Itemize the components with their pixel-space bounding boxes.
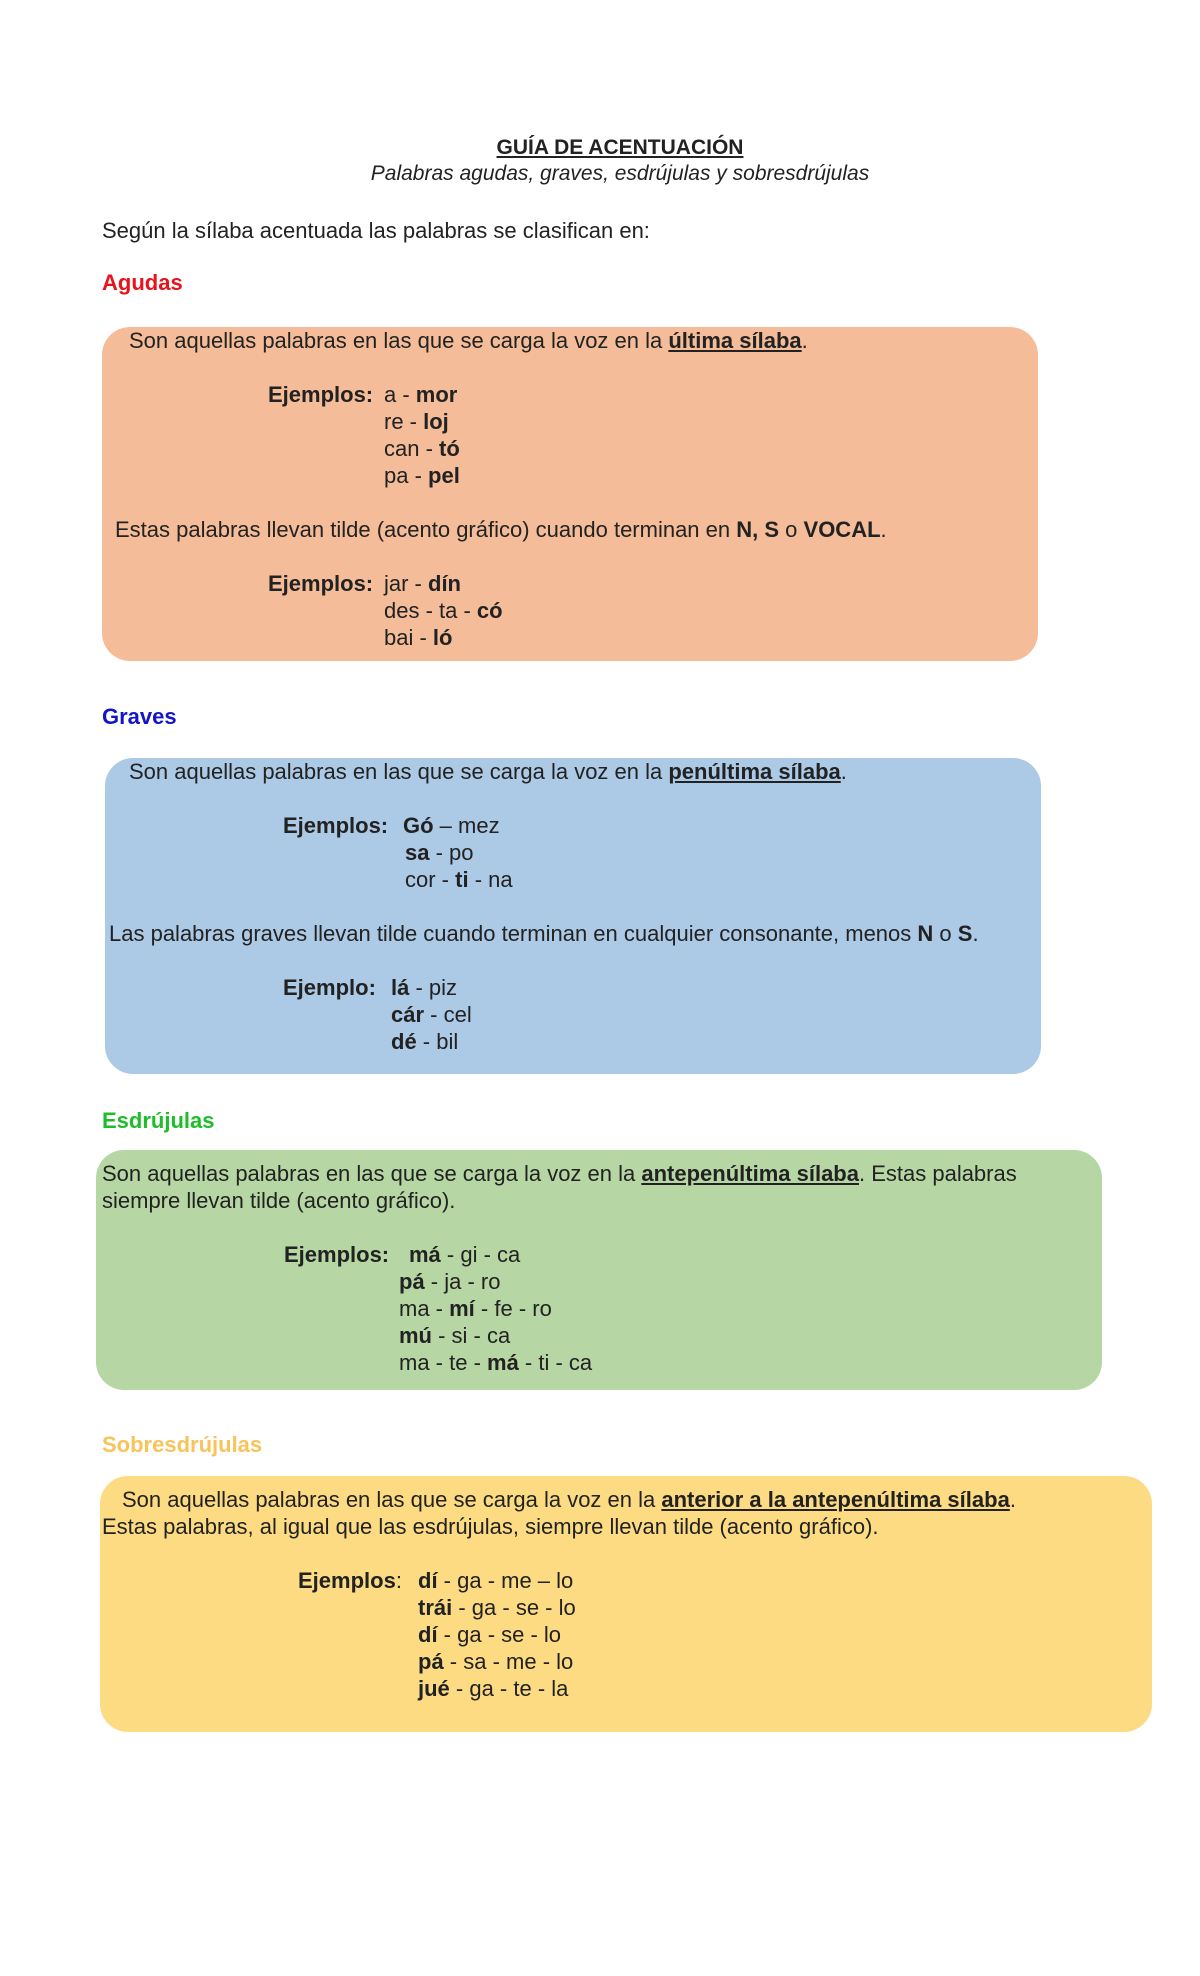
agudas-ejemplos-label: Ejemplos: [268, 382, 374, 407]
agudas-rule: Estas palabras llevan tilde (acento gráfico) cuando terminan en N, S o VOCAL. [115, 517, 887, 542]
agudas-ejemplos-label-2: Ejemplos: [268, 571, 374, 596]
example-word: jar - dín [384, 571, 461, 596]
agudas-definition: Son aquellas palabras en las que se carga la voz en la última sílaba. [129, 328, 808, 353]
sobresdrujulas-ejemplos-label: Ejemplos: [298, 1568, 402, 1593]
example-word: pá - sa - me - lo [418, 1649, 574, 1674]
example-word: des - ta - có [384, 598, 503, 623]
example-word: Gó – mez [403, 813, 500, 838]
sobresdrujulas-definition: Son aquellas palabras en las que se carga la voz en la anterior a la antepenúltima sílaba. [122, 1487, 1016, 1512]
example-word: mú - si - ca [399, 1323, 511, 1348]
example-word: dé - bil [391, 1029, 459, 1054]
example-word: lá - piz [391, 975, 458, 1000]
example-word: cor - ti - na [405, 867, 513, 892]
example-word: re - loj [384, 409, 449, 434]
example-word: jué - ga - te - la [418, 1676, 569, 1701]
example-word: trái - ga - se - lo [418, 1595, 576, 1620]
sobresdrujulas-definition-line2: Estas palabras, al igual que las esdrújulas, siempre llevan tilde (acento gráfico). [102, 1514, 879, 1539]
graves-box [105, 758, 1041, 1074]
graves-ejemplos-label: Ejemplos: [283, 813, 389, 838]
agudas-definition-key: última sílaba [668, 328, 802, 353]
esdrujulas-definition: Son aquellas palabras en las que se carga la voz en la antepenúltima sílaba. Estas palabras [102, 1161, 1017, 1186]
example-word: ma - mí - fe - ro [399, 1296, 552, 1321]
example-word: ma - te - má - ti - ca [399, 1350, 593, 1375]
example-word: dí - ga - se - lo [418, 1622, 562, 1647]
sobresdrujulas-heading: Sobresdrújulas [102, 1432, 263, 1457]
agudas-box [102, 327, 1038, 661]
graves-heading: Graves [102, 704, 177, 729]
esdrujulas-definition-key: antepenúltima sílaba [641, 1161, 859, 1186]
agudas-heading: Agudas [102, 270, 183, 295]
graves-definition-key: penúltima sílaba [668, 759, 841, 784]
page-title: GUÍA DE ACENTUACIÓN [496, 136, 744, 159]
example-word: cár - cel [391, 1002, 472, 1027]
esdrujulas-definition-line2: siempre llevan tilde (acento gráfico). [102, 1188, 456, 1213]
example-word: pá - ja - ro [399, 1269, 501, 1294]
intro-text: Según la sílaba acentuada las palabras se clasifican en: [102, 218, 650, 243]
example-word: bai - ló [384, 625, 453, 650]
example-word: a - mor [384, 382, 458, 407]
example-word: can - tó [384, 436, 460, 461]
graves-ejemplo-label: Ejemplo: [283, 975, 376, 1000]
sobresdrujulas-definition-key: anterior a la antepenúltima sílaba [661, 1487, 1010, 1512]
esdrujulas-heading: Esdrújulas [102, 1108, 215, 1133]
example-word: dí - ga - me – lo [418, 1568, 574, 1593]
sobresdrujulas-box [100, 1476, 1152, 1732]
esdrujulas-ejemplos-label: Ejemplos: [284, 1242, 390, 1267]
example-word: má - gi - ca [409, 1242, 521, 1267]
example-word: pa - pel [384, 463, 460, 488]
example-word: sa - po [405, 840, 474, 865]
esdrujulas-box [96, 1150, 1102, 1390]
page-subtitle: Palabras agudas, graves, esdrújulas y sobresdrújulas [370, 162, 870, 185]
graves-definition: Son aquellas palabras en las que se carga la voz en la penúltima sílaba. [129, 759, 847, 784]
graves-rule: Las palabras graves llevan tilde cuando terminan en cualquier consonante, menos N o S. [109, 921, 979, 946]
